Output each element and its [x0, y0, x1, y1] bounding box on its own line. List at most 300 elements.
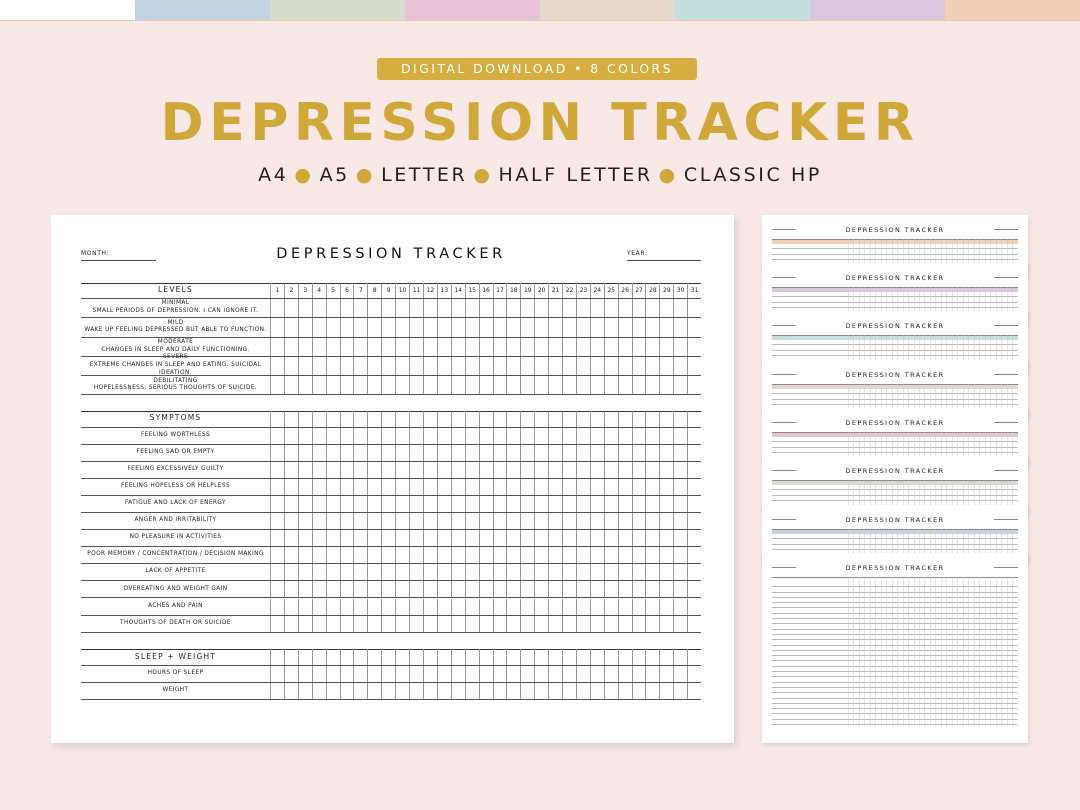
tracker-cell[interactable]	[645, 530, 659, 546]
tracker-cell[interactable]	[632, 411, 646, 427]
tracker-cell[interactable]	[340, 445, 354, 461]
tracker-cell[interactable]	[312, 513, 326, 529]
tracker-cell[interactable]	[270, 599, 284, 615]
tracker-cell[interactable]	[270, 649, 284, 665]
tracker-cell[interactable]	[632, 649, 646, 665]
tracker-cell[interactable]	[534, 649, 548, 665]
tracker-cell[interactable]	[534, 547, 548, 563]
tracker-cell[interactable]	[687, 666, 701, 682]
tracker-cell[interactable]	[548, 496, 562, 512]
tracker-cell[interactable]	[353, 530, 367, 546]
tracker-cell[interactable]	[632, 376, 646, 394]
tracker-cell[interactable]	[423, 581, 437, 597]
tracker-cell[interactable]	[534, 564, 548, 580]
tracker-cell[interactable]	[493, 318, 507, 336]
tracker-cell[interactable]	[451, 411, 465, 427]
tracker-cell[interactable]	[534, 357, 548, 375]
tracker-cell[interactable]	[562, 581, 576, 597]
tracker-cell[interactable]	[353, 445, 367, 461]
tracker-cell[interactable]	[451, 445, 465, 461]
tracker-cell[interactable]	[465, 616, 479, 632]
tracker-cell[interactable]	[659, 513, 673, 529]
tracker-cell[interactable]	[298, 462, 312, 478]
tracker-cell[interactable]	[423, 649, 437, 665]
tracker-cell[interactable]	[353, 513, 367, 529]
tracker-cell[interactable]	[312, 530, 326, 546]
tracker-cell[interactable]	[367, 445, 381, 461]
tracker-cell[interactable]	[395, 462, 409, 478]
tracker-cell[interactable]	[562, 564, 576, 580]
tracker-cell[interactable]	[618, 564, 632, 580]
tracker-cell[interactable]	[687, 683, 701, 699]
tracker-cell[interactable]	[395, 530, 409, 546]
tracker-cell[interactable]	[493, 599, 507, 615]
tracker-cell[interactable]	[395, 357, 409, 375]
tracker-cell[interactable]	[604, 599, 618, 615]
tracker-cell[interactable]	[493, 357, 507, 375]
tracker-cell[interactable]	[562, 599, 576, 615]
tracker-cell[interactable]	[479, 428, 493, 444]
tracker-cell[interactable]	[465, 462, 479, 478]
tracker-cell[interactable]	[270, 299, 284, 317]
tracker-cell[interactable]	[284, 479, 298, 495]
tracker-cell[interactable]	[520, 479, 534, 495]
tracker-cell[interactable]	[659, 649, 673, 665]
tracker-cell[interactable]	[353, 564, 367, 580]
tracker-cell[interactable]	[479, 666, 493, 682]
tracker-cell[interactable]	[437, 428, 451, 444]
tracker-cell[interactable]	[506, 564, 520, 580]
tracker-cell[interactable]	[326, 616, 340, 632]
tracker-cell[interactable]	[604, 530, 618, 546]
tracker-cell[interactable]	[284, 462, 298, 478]
tracker-cell[interactable]	[576, 357, 590, 375]
tracker-cell[interactable]	[604, 357, 618, 375]
tracker-cell[interactable]	[284, 376, 298, 394]
tracker-cell[interactable]	[326, 376, 340, 394]
tracker-cell[interactable]	[353, 683, 367, 699]
tracker-cell[interactable]	[562, 376, 576, 394]
tracker-cell[interactable]	[659, 462, 673, 478]
tracker-cell[interactable]	[381, 338, 395, 356]
tracker-cell[interactable]	[437, 318, 451, 336]
tracker-cell[interactable]	[576, 496, 590, 512]
tracker-cell[interactable]	[298, 479, 312, 495]
tracker-cell[interactable]	[534, 530, 548, 546]
tracker-cell[interactable]	[367, 299, 381, 317]
tracker-cell[interactable]	[493, 411, 507, 427]
tracker-cell[interactable]	[590, 581, 604, 597]
tracker-cell[interactable]	[312, 357, 326, 375]
tracker-cell[interactable]	[465, 649, 479, 665]
tracker-cell[interactable]	[645, 649, 659, 665]
tracker-cell[interactable]	[326, 411, 340, 427]
tracker-cell[interactable]	[534, 479, 548, 495]
tracker-cell[interactable]	[451, 599, 465, 615]
tracker-cell[interactable]	[604, 318, 618, 336]
tracker-cell[interactable]	[659, 357, 673, 375]
tracker-cell[interactable]	[604, 338, 618, 356]
tracker-cell[interactable]	[340, 547, 354, 563]
tracker-cell[interactable]	[312, 616, 326, 632]
tracker-cell[interactable]	[353, 376, 367, 394]
tracker-cell[interactable]	[451, 376, 465, 394]
tracker-cell[interactable]	[576, 462, 590, 478]
tracker-cell[interactable]	[437, 564, 451, 580]
tracker-cell[interactable]	[326, 462, 340, 478]
tracker-cell[interactable]	[687, 428, 701, 444]
tracker-cell[interactable]	[673, 599, 687, 615]
tracker-cell[interactable]	[340, 599, 354, 615]
tracker-cell[interactable]	[395, 683, 409, 699]
tracker-cell[interactable]	[506, 496, 520, 512]
tracker-cell[interactable]	[534, 666, 548, 682]
tracker-cell[interactable]	[520, 649, 534, 665]
tracker-cell[interactable]	[632, 318, 646, 336]
tracker-cell[interactable]	[270, 666, 284, 682]
tracker-cell[interactable]	[451, 649, 465, 665]
tracker-cell[interactable]	[576, 616, 590, 632]
tracker-cell[interactable]	[270, 338, 284, 356]
tracker-cell[interactable]	[451, 338, 465, 356]
tracker-cell[interactable]	[659, 547, 673, 563]
tracker-cell[interactable]	[395, 564, 409, 580]
tracker-cell[interactable]	[340, 513, 354, 529]
tracker-cell[interactable]	[506, 547, 520, 563]
tracker-cell[interactable]	[618, 513, 632, 529]
tracker-cell[interactable]	[381, 428, 395, 444]
tracker-cell[interactable]	[340, 462, 354, 478]
tracker-cell[interactable]	[270, 376, 284, 394]
tracker-cell[interactable]	[423, 683, 437, 699]
tracker-cell[interactable]	[284, 513, 298, 529]
tracker-cell[interactable]	[312, 599, 326, 615]
tracker-cell[interactable]	[618, 462, 632, 478]
tracker-cell[interactable]	[423, 411, 437, 427]
tracker-cell[interactable]	[590, 513, 604, 529]
tracker-cell[interactable]	[562, 496, 576, 512]
tracker-cell[interactable]	[298, 445, 312, 461]
tracker-cell[interactable]	[284, 318, 298, 336]
tracker-cell[interactable]	[340, 428, 354, 444]
tracker-cell[interactable]	[353, 338, 367, 356]
tracker-cell[interactable]	[479, 530, 493, 546]
tracker-cell[interactable]	[687, 649, 701, 665]
tracker-cell[interactable]	[548, 513, 562, 529]
tracker-cell[interactable]	[381, 683, 395, 699]
tracker-cell[interactable]	[673, 581, 687, 597]
tracker-cell[interactable]	[673, 547, 687, 563]
tracker-cell[interactable]	[645, 338, 659, 356]
tracker-cell[interactable]	[451, 616, 465, 632]
tracker-cell[interactable]	[270, 428, 284, 444]
tracker-cell[interactable]	[618, 445, 632, 461]
tracker-cell[interactable]	[409, 411, 423, 427]
tracker-cell[interactable]	[632, 462, 646, 478]
tracker-cell[interactable]	[465, 564, 479, 580]
tracker-cell[interactable]	[479, 547, 493, 563]
tracker-cell[interactable]	[548, 462, 562, 478]
tracker-cell[interactable]	[534, 318, 548, 336]
tracker-cell[interactable]	[479, 564, 493, 580]
tracker-cell[interactable]	[326, 513, 340, 529]
tracker-cell[interactable]	[493, 564, 507, 580]
tracker-cell[interactable]	[576, 445, 590, 461]
tracker-cell[interactable]	[465, 411, 479, 427]
tracker-cell[interactable]	[604, 513, 618, 529]
tracker-cell[interactable]	[645, 616, 659, 632]
tracker-cell[interactable]	[632, 547, 646, 563]
tracker-cell[interactable]	[423, 357, 437, 375]
tracker-cell[interactable]	[562, 649, 576, 665]
tracker-cell[interactable]	[465, 376, 479, 394]
tracker-cell[interactable]	[298, 513, 312, 529]
tracker-cell[interactable]	[437, 649, 451, 665]
tracker-cell[interactable]	[381, 357, 395, 375]
tracker-cell[interactable]	[548, 318, 562, 336]
tracker-cell[interactable]	[645, 411, 659, 427]
tracker-cell[interactable]	[270, 318, 284, 336]
tracker-cell[interactable]	[298, 530, 312, 546]
tracker-cell[interactable]	[395, 318, 409, 336]
tracker-cell[interactable]	[506, 683, 520, 699]
tracker-cell[interactable]	[381, 666, 395, 682]
tracker-cell[interactable]	[395, 666, 409, 682]
tracker-cell[interactable]	[520, 564, 534, 580]
tracker-cell[interactable]	[645, 299, 659, 317]
tracker-cell[interactable]	[673, 666, 687, 682]
tracker-cell[interactable]	[659, 318, 673, 336]
tracker-cell[interactable]	[284, 649, 298, 665]
tracker-cell[interactable]	[645, 318, 659, 336]
tracker-cell[interactable]	[340, 649, 354, 665]
tracker-cell[interactable]	[520, 462, 534, 478]
tracker-cell[interactable]	[367, 462, 381, 478]
tracker-cell[interactable]	[687, 513, 701, 529]
tracker-cell[interactable]	[465, 513, 479, 529]
tracker-cell[interactable]	[353, 496, 367, 512]
tracker-cell[interactable]	[645, 462, 659, 478]
tracker-cell[interactable]	[534, 338, 548, 356]
tracker-cell[interactable]	[673, 299, 687, 317]
tracker-cell[interactable]	[423, 564, 437, 580]
tracker-cell[interactable]	[493, 445, 507, 461]
tracker-cell[interactable]	[576, 666, 590, 682]
tracker-cell[interactable]	[465, 530, 479, 546]
tracker-cell[interactable]	[506, 616, 520, 632]
tracker-cell[interactable]	[437, 599, 451, 615]
tracker-cell[interactable]	[506, 445, 520, 461]
tracker-cell[interactable]	[618, 581, 632, 597]
tracker-cell[interactable]	[298, 666, 312, 682]
tracker-cell[interactable]	[520, 547, 534, 563]
tracker-cell[interactable]	[451, 299, 465, 317]
tracker-cell[interactable]	[284, 299, 298, 317]
tracker-cell[interactable]	[632, 338, 646, 356]
tracker-cell[interactable]	[562, 530, 576, 546]
tracker-cell[interactable]	[409, 513, 423, 529]
tracker-cell[interactable]	[465, 428, 479, 444]
tracker-cell[interactable]	[367, 318, 381, 336]
tracker-cell[interactable]	[437, 299, 451, 317]
tracker-cell[interactable]	[479, 581, 493, 597]
tracker-cell[interactable]	[562, 338, 576, 356]
tracker-cell[interactable]	[465, 599, 479, 615]
tracker-cell[interactable]	[687, 496, 701, 512]
tracker-cell[interactable]	[604, 496, 618, 512]
tracker-cell[interactable]	[520, 496, 534, 512]
tracker-cell[interactable]	[409, 599, 423, 615]
tracker-cell[interactable]	[673, 428, 687, 444]
tracker-cell[interactable]	[409, 496, 423, 512]
tracker-cell[interactable]	[548, 599, 562, 615]
tracker-cell[interactable]	[618, 299, 632, 317]
tracker-cell[interactable]	[270, 616, 284, 632]
tracker-cell[interactable]	[312, 496, 326, 512]
tracker-cell[interactable]	[534, 599, 548, 615]
tracker-cell[interactable]	[340, 496, 354, 512]
tracker-cell[interactable]	[493, 616, 507, 632]
tracker-cell[interactable]	[576, 581, 590, 597]
tracker-cell[interactable]	[395, 547, 409, 563]
tracker-cell[interactable]	[659, 530, 673, 546]
tracker-cell[interactable]	[367, 649, 381, 665]
tracker-cell[interactable]	[687, 479, 701, 495]
tracker-cell[interactable]	[465, 581, 479, 597]
tracker-cell[interactable]	[506, 530, 520, 546]
tracker-cell[interactable]	[353, 357, 367, 375]
tracker-cell[interactable]	[590, 376, 604, 394]
tracker-cell[interactable]	[506, 428, 520, 444]
tracker-cell[interactable]	[562, 411, 576, 427]
tracker-cell[interactable]	[298, 428, 312, 444]
tracker-cell[interactable]	[673, 616, 687, 632]
tracker-cell[interactable]	[423, 513, 437, 529]
tracker-cell[interactable]	[423, 496, 437, 512]
tracker-cell[interactable]	[493, 547, 507, 563]
tracker-cell[interactable]	[367, 357, 381, 375]
tracker-cell[interactable]	[618, 649, 632, 665]
tracker-cell[interactable]	[340, 411, 354, 427]
tracker-cell[interactable]	[604, 666, 618, 682]
tracker-cell[interactable]	[381, 564, 395, 580]
tracker-cell[interactable]	[381, 649, 395, 665]
tracker-cell[interactable]	[576, 599, 590, 615]
tracker-cell[interactable]	[659, 376, 673, 394]
tracker-cell[interactable]	[367, 376, 381, 394]
tracker-cell[interactable]	[534, 428, 548, 444]
tracker-cell[interactable]	[618, 479, 632, 495]
tracker-cell[interactable]	[562, 357, 576, 375]
tracker-cell[interactable]	[659, 299, 673, 317]
tracker-cell[interactable]	[479, 411, 493, 427]
tracker-cell[interactable]	[659, 683, 673, 699]
tracker-cell[interactable]	[381, 496, 395, 512]
tracker-cell[interactable]	[353, 581, 367, 597]
tracker-cell[interactable]	[493, 666, 507, 682]
tracker-cell[interactable]	[632, 564, 646, 580]
tracker-cell[interactable]	[659, 428, 673, 444]
tracker-cell[interactable]	[645, 666, 659, 682]
tracker-cell[interactable]	[284, 357, 298, 375]
tracker-cell[interactable]	[479, 445, 493, 461]
tracker-cell[interactable]	[479, 513, 493, 529]
tracker-cell[interactable]	[618, 428, 632, 444]
tracker-cell[interactable]	[534, 616, 548, 632]
tracker-cell[interactable]	[548, 683, 562, 699]
tracker-cell[interactable]	[326, 496, 340, 512]
tracker-cell[interactable]	[284, 599, 298, 615]
tracker-cell[interactable]	[312, 299, 326, 317]
tracker-cell[interactable]	[493, 462, 507, 478]
tracker-cell[interactable]	[687, 357, 701, 375]
tracker-cell[interactable]	[409, 376, 423, 394]
tracker-cell[interactable]	[520, 318, 534, 336]
tracker-cell[interactable]	[312, 564, 326, 580]
tracker-cell[interactable]	[645, 581, 659, 597]
tracker-cell[interactable]	[437, 530, 451, 546]
tracker-cell[interactable]	[353, 649, 367, 665]
tracker-cell[interactable]	[590, 479, 604, 495]
tracker-cell[interactable]	[298, 318, 312, 336]
tracker-cell[interactable]	[645, 513, 659, 529]
tracker-cell[interactable]	[326, 649, 340, 665]
tracker-cell[interactable]	[326, 318, 340, 336]
tracker-cell[interactable]	[340, 376, 354, 394]
tracker-cell[interactable]	[437, 666, 451, 682]
tracker-cell[interactable]	[312, 318, 326, 336]
tracker-cell[interactable]	[326, 547, 340, 563]
tracker-cell[interactable]	[604, 564, 618, 580]
tracker-cell[interactable]	[673, 479, 687, 495]
tracker-cell[interactable]	[576, 683, 590, 699]
tracker-cell[interactable]	[604, 616, 618, 632]
tracker-cell[interactable]	[437, 445, 451, 461]
tracker-cell[interactable]	[520, 599, 534, 615]
tracker-cell[interactable]	[493, 581, 507, 597]
tracker-cell[interactable]	[493, 649, 507, 665]
tracker-cell[interactable]	[353, 462, 367, 478]
tracker-cell[interactable]	[437, 616, 451, 632]
tracker-cell[interactable]	[423, 599, 437, 615]
tracker-cell[interactable]	[562, 683, 576, 699]
tracker-cell[interactable]	[437, 479, 451, 495]
tracker-cell[interactable]	[618, 530, 632, 546]
tracker-cell[interactable]	[423, 479, 437, 495]
tracker-cell[interactable]	[367, 428, 381, 444]
tracker-cell[interactable]	[423, 338, 437, 356]
tracker-cell[interactable]	[618, 496, 632, 512]
tracker-cell[interactable]	[451, 513, 465, 529]
tracker-cell[interactable]	[284, 666, 298, 682]
tracker-cell[interactable]	[381, 376, 395, 394]
tracker-cell[interactable]	[451, 547, 465, 563]
tracker-cell[interactable]	[604, 649, 618, 665]
tracker-cell[interactable]	[326, 530, 340, 546]
tracker-cell[interactable]	[479, 683, 493, 699]
tracker-cell[interactable]	[659, 599, 673, 615]
tracker-cell[interactable]	[632, 683, 646, 699]
tracker-cell[interactable]	[590, 616, 604, 632]
tracker-cell[interactable]	[590, 338, 604, 356]
tracker-cell[interactable]	[284, 616, 298, 632]
tracker-cell[interactable]	[270, 683, 284, 699]
tracker-cell[interactable]	[409, 462, 423, 478]
tracker-cell[interactable]	[409, 357, 423, 375]
tracker-cell[interactable]	[437, 462, 451, 478]
tracker-cell[interactable]	[423, 462, 437, 478]
tracker-cell[interactable]	[298, 299, 312, 317]
